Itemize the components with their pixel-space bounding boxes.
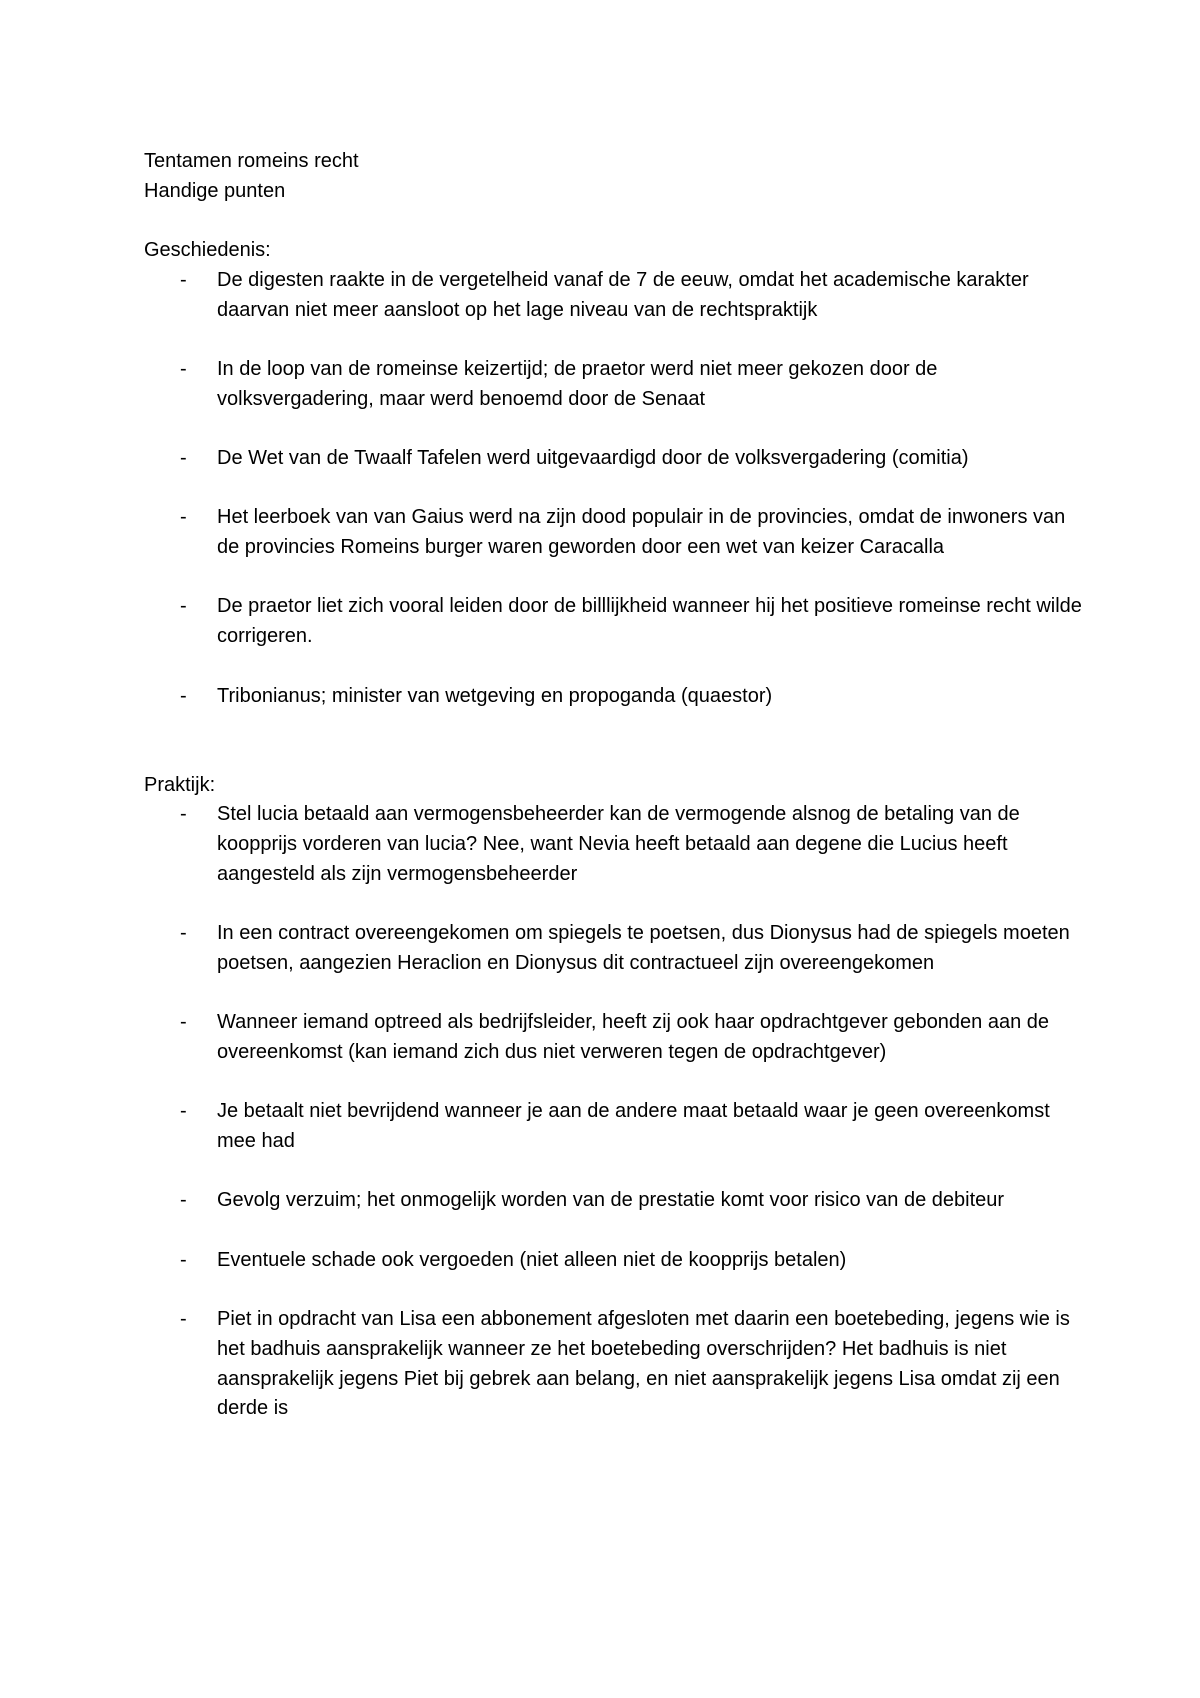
spacer xyxy=(144,889,1079,919)
bullet-dash: - xyxy=(180,803,187,826)
list-item-text: Het leerboek van van Gaius werd na zijn dood populair in de provincies, omdat de inwoners van de provincies Romeins burger waren geworden door een wet van keizer Caracalla xyxy=(217,506,1066,559)
list-item xyxy=(144,266,1079,325)
list-item-text: In een contract overeengekomen om spiegels te poetsen, dus Dionysus had de spiegels moeten poetsen, aangezien Heraclion en Dionysus dit contractueel zijn overeengekomen xyxy=(217,922,1070,974)
spacer xyxy=(144,979,1079,1009)
bullet-list-geschiedenis xyxy=(144,266,1082,711)
bullet-dash: - xyxy=(180,1100,187,1123)
bullet-dash: - xyxy=(180,1189,187,1212)
spacer xyxy=(144,206,1079,236)
list-item xyxy=(144,503,1079,562)
bullet-dash: - xyxy=(180,1308,187,1331)
list-item-text: Wanneer iemand optreed als bedrijfsleider, heeft zij ook haar opdrachtgever gebonden aan de overeenkomst (kan iemand zich dus niet verweren tegen de opdrachtgever) xyxy=(217,1011,1050,1063)
list-item xyxy=(144,1008,1079,1067)
bullet-dash: - xyxy=(180,1011,187,1034)
list-item xyxy=(144,800,1079,889)
spacer xyxy=(144,1068,1079,1098)
document-title: Tentamen romeins recht xyxy=(144,150,359,172)
spacer xyxy=(144,414,1079,444)
document-body xyxy=(144,147,1082,1424)
document-subtitle: Handige punten xyxy=(144,179,286,202)
spacer xyxy=(144,1276,1079,1306)
section-heading-praktijk: Praktijk: xyxy=(144,773,216,796)
bullet-dash: - xyxy=(180,922,187,945)
bullet-dash: - xyxy=(180,268,187,291)
bullet-dash: - xyxy=(180,446,187,469)
spacer xyxy=(144,325,1079,355)
list-item-text: Piet in opdracht van Lisa een abbonement afgesloten met daarin een boetebeding, jegens wie is het badhuis aansprakelijk wanneer ze het boetebeding overschrijden? Het badhuis is niet aansprakelijk jegens Piet bij gebrek aan belang, en niet aansprakelijk jegens Lisa omdat zij een derde is xyxy=(217,1308,1070,1420)
bullet-dash: - xyxy=(180,595,187,618)
list-item xyxy=(144,919,1079,978)
list-item xyxy=(144,444,1079,474)
list-item-text: De digesten raakte in de vergetelheid vanaf de 7 de eeuw, omdat het academische karakter daarvan niet meer aansloot op het lage niveau van de rechtspraktijk xyxy=(217,268,1029,321)
spacer xyxy=(144,474,1079,504)
bullet-dash: - xyxy=(180,1248,187,1271)
spacer xyxy=(144,563,1079,593)
list-item-text: Eventuele schade ook vergoeden (niet alleen niet de koopprijs betalen) xyxy=(217,1248,847,1271)
list-item xyxy=(144,1246,1079,1276)
bullet-dash: - xyxy=(180,357,187,380)
list-item-text: De praetor liet zich vooral leiden door de billlijkheid wanneer hij het positieve romeinse recht wilde corrigeren. xyxy=(217,595,1082,648)
list-item xyxy=(144,1097,1079,1156)
list-item-text: Je betaalt niet bevrijdend wanneer je aan de andere maat betaald waar je geen overeenkomst mee had xyxy=(217,1100,1050,1153)
list-item xyxy=(144,1186,1079,1216)
list-item-text: Gevolg verzuim; het onmogelijk worden van de prestatie komt voor risico van de debiteur xyxy=(217,1189,1005,1212)
list-item xyxy=(144,682,1079,712)
spacer xyxy=(144,1157,1079,1187)
list-item xyxy=(144,592,1082,651)
spacer xyxy=(144,652,1079,682)
spacer xyxy=(144,711,1079,770)
list-item xyxy=(144,1305,1079,1424)
section-heading-geschiedenis: Geschiedenis: xyxy=(144,239,271,262)
list-item xyxy=(144,355,1079,414)
list-item-text: Tribonianus; minister van wetgeving en propoganda (quaestor) xyxy=(217,684,773,707)
bullet-dash: - xyxy=(180,506,187,529)
bullet-list-praktijk xyxy=(144,800,1079,1424)
list-item-text: De Wet van de Twaalf Tafelen werd uitgevaardigd door de volksvergadering (comitia) xyxy=(217,446,969,469)
list-item-text: Stel lucia betaald aan vermogensbeheerder kan de vermogende alsnog de betaling van de koopprijs vorderen van lucia? Nee, want Nevia heeft betaald aan degene die Lucius heeft aangesteld als zijn vermogensbeheerder xyxy=(217,803,1020,885)
spacer xyxy=(144,1216,1079,1246)
bullet-dash: - xyxy=(180,684,187,707)
list-item-text: In de loop van de romeinse keizertijd; de praetor werd niet meer gekozen door de volksvergadering, maar werd benoemd door de Senaat xyxy=(217,357,938,410)
